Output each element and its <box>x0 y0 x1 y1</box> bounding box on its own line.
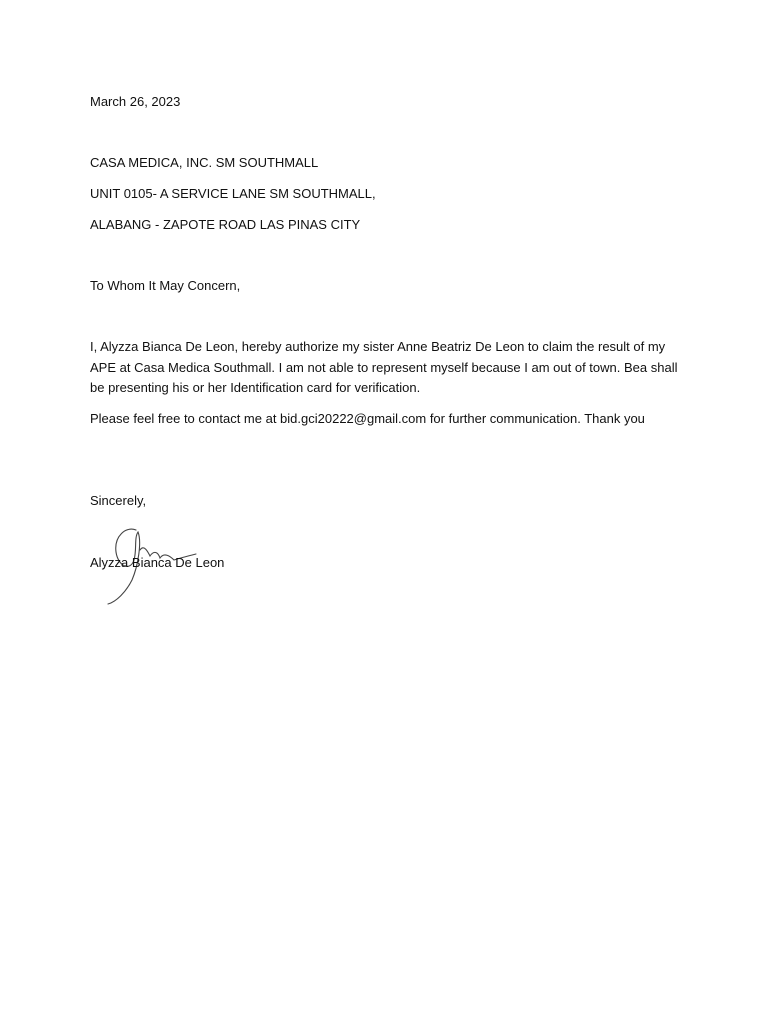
salutation: To Whom It May Concern, <box>90 278 241 293</box>
recipient-line-2: UNIT 0105- A SERVICE LANE SM SOUTHMALL, <box>90 186 376 201</box>
letter-date: March 26, 2023 <box>90 94 181 109</box>
closing: Sincerely, <box>90 493 147 508</box>
recipient-line-1: CASA MEDICA, INC. SM SOUTHMALL <box>90 155 319 170</box>
signer-name: Alyzza Bianca De Leon <box>90 555 225 570</box>
recipient-line-3: ALABANG - ZAPOTE ROAD LAS PINAS CITY <box>90 217 361 232</box>
body-paragraph-1: I, Alyzza Bianca De Leon, hereby authorize my sister Anne Beatriz De Leon to claim the result of my APE at Casa Medica Southmall. I am not able to represent myself because I am out of town. Bea shall be presenting his or her Identification card for verification. <box>90 339 678 395</box>
body-paragraph-2: Please feel free to contact me at bid.gci20222@gmail.com for further communication. Thank you <box>90 411 645 426</box>
